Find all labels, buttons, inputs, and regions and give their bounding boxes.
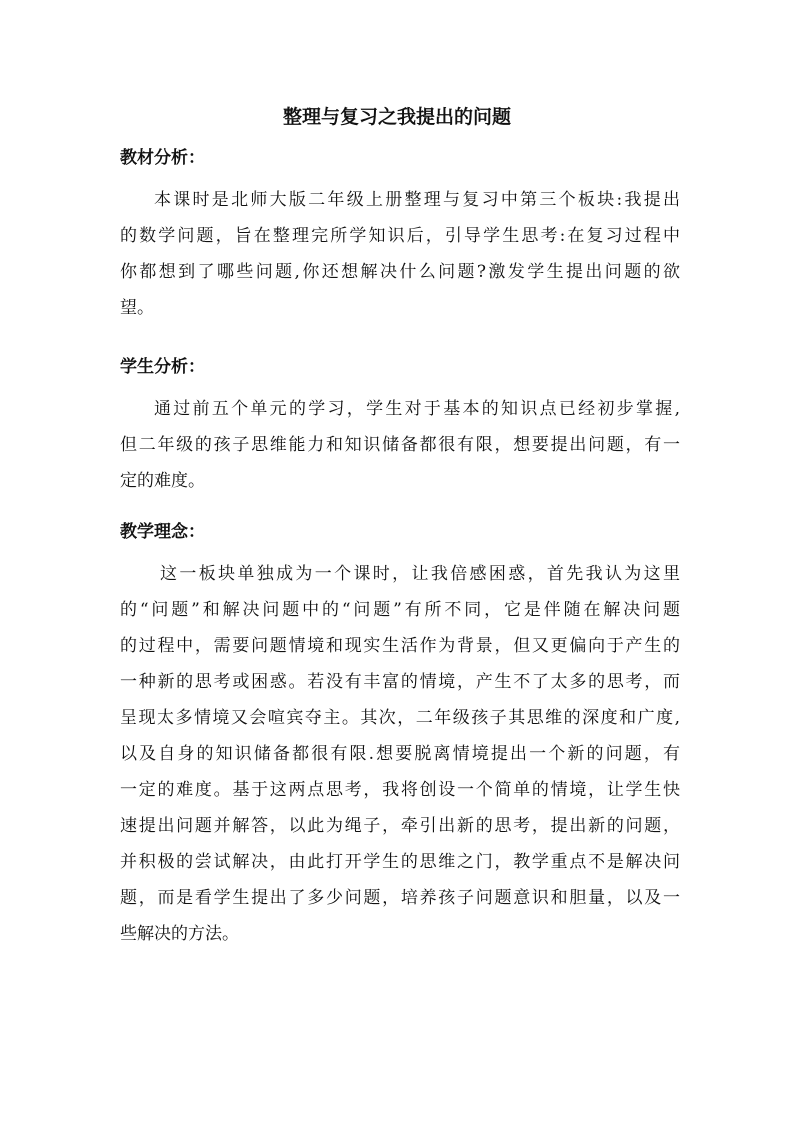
paragraph-line: 但二年级的孩子思维能力和知识储备都很有限，想要提出问题，有一 <box>120 435 680 455</box>
paragraph-line: 呈现太多情境又会喧宾夺主。其次，二年级孩子其思维的深度和广度, <box>120 708 680 728</box>
paragraph-line: 你都想到了哪些问题,你还想解决什么问题?激发学生提出问题的欲 <box>120 262 680 282</box>
section-heading-student-analysis: 学生分析： <box>120 357 205 377</box>
paragraph-line: 的数学问题，旨在整理完所学知识后，引导学生思考:在复习过程中 <box>120 226 680 246</box>
paragraph-line: 的过程中，需要问题情境和现实生活作为背景，但又更偏向于产生的 <box>120 636 680 656</box>
paragraph-line: 一定的难度。基于这两点思考，我将创设一个简单的情境，让学生快 <box>120 780 680 800</box>
paragraph-line: 的“问题”和解决问题中的“问题”有所不同，它是伴随在解决问题 <box>120 600 680 620</box>
paragraph-line: 本课时是北师大版二年级上册整理与复习中第三个板块:我提出 <box>154 190 680 210</box>
paragraph-line: 些解决的方法。 <box>120 924 239 944</box>
paragraph-line: 这一板块单独成为一个课时，让我倍感困惑，首先我认为这里 <box>160 564 680 584</box>
paragraph-textbook-analysis <box>120 182 680 326</box>
document-title: 整理与复习之我提出的问题 <box>282 106 511 128</box>
paragraph-line: 以及自身的知识储备都很有限.想要脱离情境提出一个新的问题，有 <box>120 744 680 764</box>
paragraph-line: 望。 <box>120 298 154 318</box>
section-heading-textbook-analysis: 教材分析： <box>120 148 205 168</box>
paragraph-line: 一种新的思考或困惑。若没有丰富的情境，产生不了太多的思考，而 <box>120 672 680 692</box>
paragraph-student-analysis <box>120 391 680 499</box>
section-heading-teaching-philosophy: 教学理念： <box>120 522 205 542</box>
paragraph-teaching-philosophy <box>120 556 680 952</box>
paragraph-line: 定的难度。 <box>120 471 205 491</box>
paragraph-line: 并积极的尝试解决，由此打开学生的思维之门，教学重点不是解决问 <box>120 852 680 872</box>
paragraph-line: 题，而是看学生提出了多少问题，培养孩子问题意识和胆量，以及一 <box>120 888 680 908</box>
paragraph-line: 通过前五个单元的学习，学生对于基本的知识点已经初步掌握, <box>154 399 680 419</box>
paragraph-line: 速提出问题并解答，以此为绳子，牵引出新的思考，提出新的问题， <box>120 816 680 836</box>
